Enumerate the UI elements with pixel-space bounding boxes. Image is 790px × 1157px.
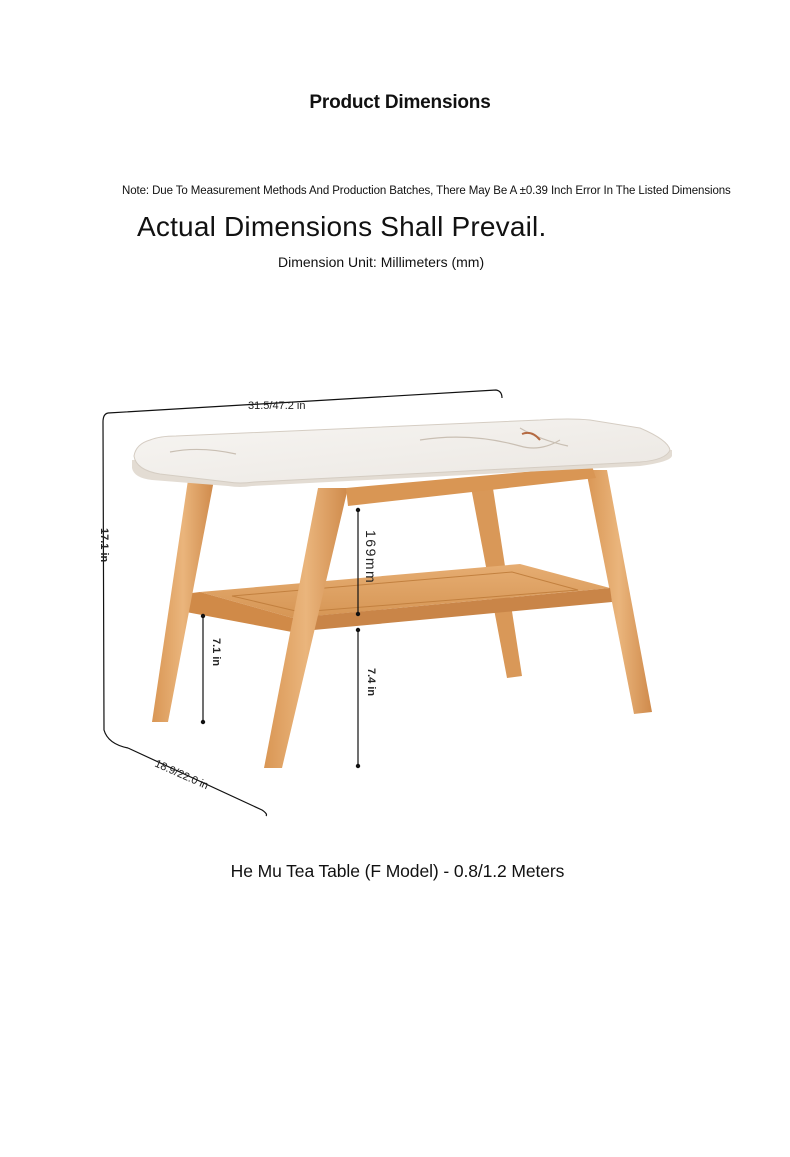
height-label: 17.1 in <box>98 528 110 563</box>
depth-label: 18.9/22.0 in <box>152 757 211 793</box>
height-line <box>103 413 128 748</box>
product-caption: He Mu Tea Table (F Model) - 0.8/1.2 Meters <box>230 861 565 881</box>
measurement-note: Note: Due To Measurement Methods And Production Batches, There May Be A ±0.39 Inch Error In The Listed Dimensions <box>122 185 731 197</box>
shelf-height-label: 7.1 in <box>210 638 222 667</box>
leg-clearance-label: 7.4 in <box>365 668 377 697</box>
table-lower-shelf <box>184 564 612 632</box>
prevail-heading: Actual Dimensions Shall Prevail. <box>137 211 547 242</box>
unit-label: Dimension Unit: Millimeters (mm) <box>278 254 485 270</box>
page-title: Product Dimensions <box>309 92 491 113</box>
width-label: 31.5/47.2 in <box>248 400 306 412</box>
shelf-to-top-label: 169mm <box>363 530 379 585</box>
